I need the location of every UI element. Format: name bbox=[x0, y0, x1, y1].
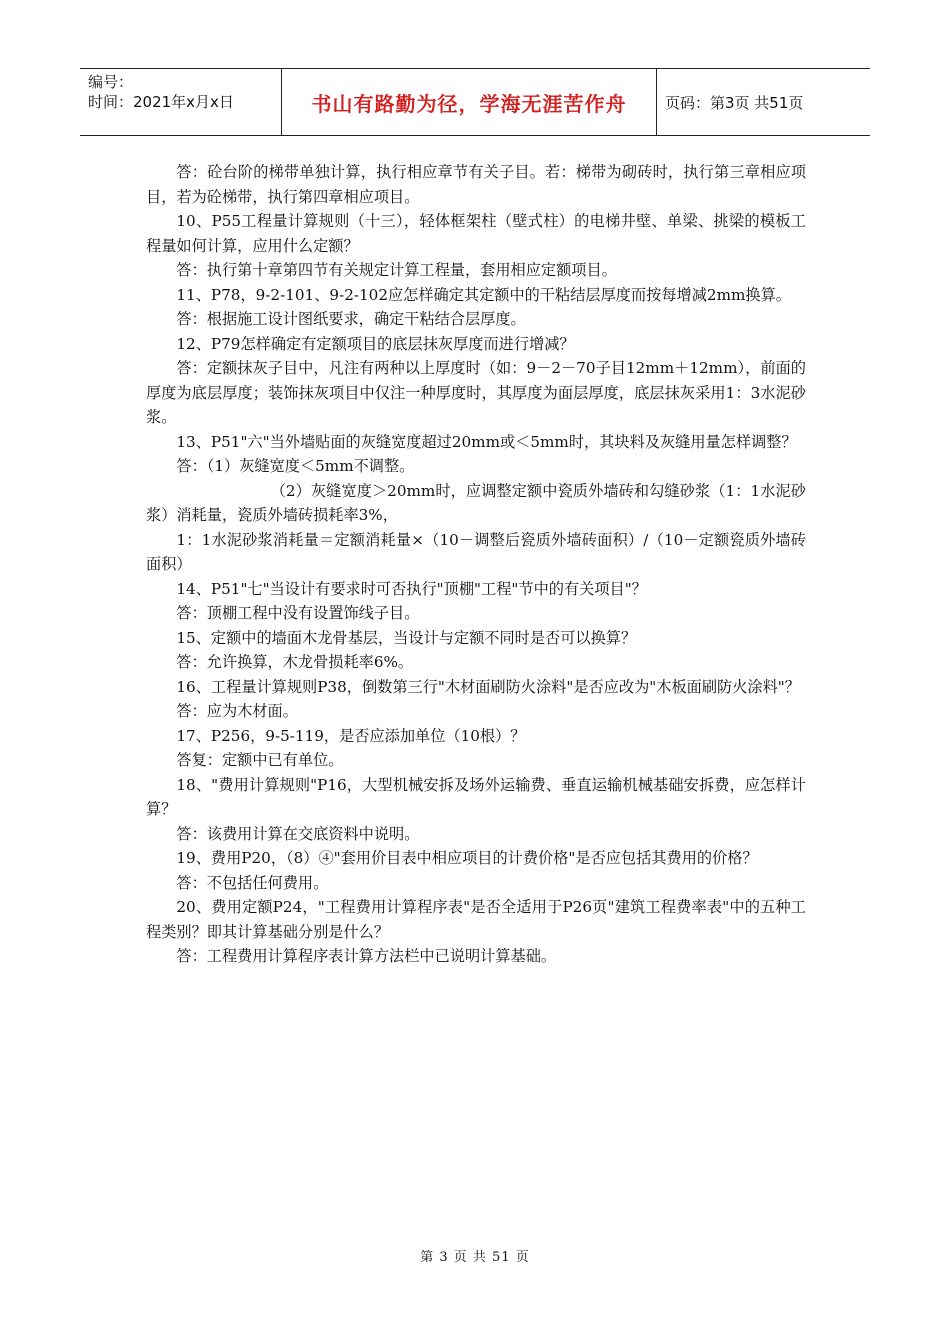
page-footer: 第 3 页 共 51 页 bbox=[420, 1250, 530, 1265]
header-motto: 书山有路勤为径，学海无涯苦作舟 bbox=[282, 69, 657, 135]
paragraph: 答：不包括任何费用。 bbox=[176, 873, 329, 892]
paragraph: 16、工程量计算规则P38，倒数第三行"木材面刷防火涂料"是否应改为"木板面刷防火涂料"？ bbox=[176, 677, 800, 696]
paragraph: 1：1水泥砂浆消耗量＝定额消耗量×（10－调整后瓷质外墙砖面积）/（10－定额瓷质外墙砖面积） bbox=[146, 530, 806, 573]
number-label: 编号： bbox=[88, 73, 134, 91]
date-label: 时间：2021年x月x日 bbox=[88, 93, 234, 111]
paragraph: 10、P55工程量计算规则（十三），轻体框架柱（壁式柱）的电梯井壁、单梁、挑梁的模板工程量如何计算，应用什么定额？ bbox=[146, 212, 806, 255]
paragraph: 12、P79怎样确定有定额项目的底层抹灰厚度而进行增减？ bbox=[176, 334, 575, 353]
header-page-info: 页码：第3页 共51页 bbox=[665, 93, 804, 112]
document-body bbox=[146, 160, 806, 969]
paragraph: 20、费用定额P24，"工程费用计算程序表"是否全适用于P26页"建筑工程费率表"中的五种工程类别？即其计算基础分别是什么？ bbox=[146, 898, 806, 941]
paragraph: 答：应为木材面。 bbox=[176, 702, 298, 720]
paragraph: 11、P78，9-2-101、9-2-102应怎样确定其定额中的干粘结层厚度而按每增减2mm换算。 bbox=[176, 285, 791, 304]
paragraph: 答：工程费用计算程序表计算方法栏中已说明计算基础。 bbox=[176, 947, 557, 965]
paragraph: 18、"费用计算规则"P16，大型机械安拆及场外运输费、垂直运输机械基础安拆费，应怎样计算？ bbox=[146, 775, 806, 818]
page-header bbox=[80, 68, 870, 136]
header-meta bbox=[80, 69, 282, 135]
paragraph: 17、P256，9-5-119，是否应添加单位（10根）？ bbox=[176, 726, 526, 745]
paragraph: 答：定额抹灰子目中，凡注有两种以上厚度时（如：9－2－70子目12mm＋12mm），前面的厚度为底层厚度；装饰抹灰项目中仅注一种厚度时，其厚度为面层厚度，底层抹灰采用1：3水泥砂浆。 bbox=[146, 359, 806, 426]
paragraph: 答：砼台阶的梯带单独计算，执行相应章节有关子目。若：梯带为砌砖时，执行第三章相应项目，若为砼梯带，执行第四章相应项目。 bbox=[146, 163, 806, 206]
paragraph: 13、P51"六"当外墙贴面的灰缝宽度超过20mm或＜5mm时，其块料及灰缝用量怎样调整？ bbox=[176, 432, 797, 451]
paragraph: 答：（1）灰缝宽度＜5mm不调整。 bbox=[176, 457, 415, 475]
paragraph: （2）灰缝宽度＞20mm时，应调整定额中瓷质外墙砖和勾缝砂浆（1：1水泥砂浆）消耗量，瓷质外墙砖损耗率3%， bbox=[146, 481, 806, 524]
paragraph: 答：允许换算，木龙骨损耗率6%。 bbox=[176, 653, 414, 671]
paragraph: 15、定额中的墙面木龙骨基层，当设计与定额不同时是否可以换算？ bbox=[176, 628, 637, 647]
paragraph: 答：该费用计算在交底资料中说明。 bbox=[176, 824, 420, 843]
paragraph: 答：根据施工设计图纸要求，确定干粘结合层厚度。 bbox=[176, 310, 526, 328]
paragraph: 19、费用P20，（8）④"套用价目表中相应项目的计费价格"是否应包括其费用的价格？ bbox=[176, 849, 758, 867]
paragraph: 答：执行第十章第四节有关规定计算工程量，套用相应定额项目。 bbox=[176, 261, 617, 279]
paragraph: 14、P51"七"当设计有要求时可否执行"顶棚"工程"节中的有关项目"？ bbox=[176, 579, 647, 598]
paragraph: 答复：定额中已有单位。 bbox=[176, 751, 344, 769]
paragraph: 答：顶棚工程中没有设置饰线子目。 bbox=[176, 604, 420, 622]
